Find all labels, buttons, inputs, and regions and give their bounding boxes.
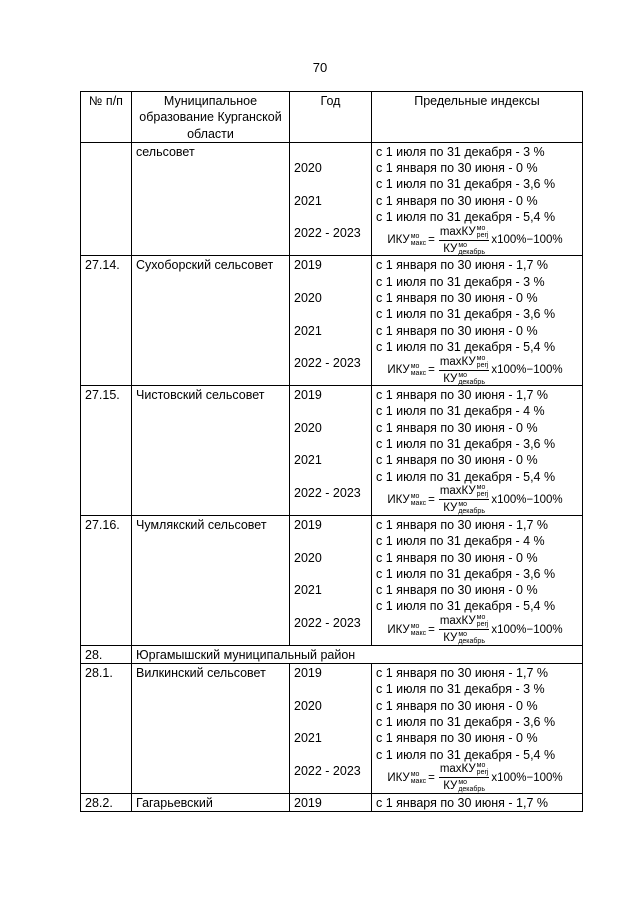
formula-lhs-sup: мо: [410, 233, 420, 241]
formula-num-sup: мо: [476, 762, 486, 770]
formula: [376, 225, 578, 255]
formula-lhs: ИКУ: [387, 771, 410, 784]
formula-numerator: [439, 614, 490, 630]
index-line: с 1 июля по 31 декабря - 5,4 %: [376, 210, 556, 225]
row-num: 27.14.: [81, 256, 132, 386]
formula-num-sup: мо: [476, 354, 486, 362]
year-label: 2020: [294, 698, 322, 713]
formula-numerator: [439, 355, 490, 371]
year-label: 2022 - 2023: [294, 356, 361, 371]
formula-den-sub: декабрь: [458, 508, 485, 516]
index-line: с 1 июля по 31 декабря - 5,4 %: [376, 339, 556, 354]
formula-den-text: КУ: [443, 242, 458, 255]
row-years: [290, 256, 372, 386]
formula-lhs-scripts: [411, 493, 426, 507]
formula-lhs-scripts: [411, 363, 426, 377]
row-years: [290, 664, 372, 794]
section-row: [81, 645, 583, 663]
formula-lhs-scripts: [411, 771, 426, 785]
formula-num-text: maxКУ: [439, 485, 476, 498]
table-row: [81, 515, 583, 645]
formula-den-sub: декабрь: [458, 786, 485, 794]
year-label: 2019: [294, 258, 322, 273]
formula-expression: [387, 614, 562, 645]
formula-denominator: [443, 778, 485, 793]
formula-lhs-scripts: [411, 233, 426, 247]
formula-den-scripts: [458, 631, 485, 645]
row-num: 27.16.: [81, 515, 132, 645]
index-line: с 1 января по 30 июня - 0 %: [376, 453, 538, 468]
formula-denominator: [443, 500, 485, 515]
formula-expression: [387, 355, 562, 386]
row-indices: [372, 515, 583, 645]
formula-lhs-sub: макс: [410, 777, 427, 785]
formula: [376, 763, 578, 793]
table-row: [81, 386, 583, 516]
formula: [376, 355, 578, 385]
formula-eq: =: [428, 234, 435, 247]
formula-eq: =: [428, 493, 435, 506]
table-row: [81, 793, 583, 811]
formula-num-text: maxКУ: [439, 225, 476, 238]
formula-denominator: [443, 630, 485, 645]
year-label: 2021: [294, 453, 322, 468]
row-name: сельсовет: [132, 142, 290, 255]
formula-lhs-sub: макс: [410, 240, 427, 248]
index-line: с 1 января по 30 июня - 0 %: [376, 290, 538, 305]
year-label: 2020: [294, 550, 322, 565]
row-name: Гагарьевский: [132, 793, 290, 811]
formula-fraction: [439, 355, 490, 386]
formula-lhs: ИКУ: [387, 623, 410, 636]
index-line: с 1 июля по 31 декабря - 3 %: [376, 682, 545, 697]
year-label: 2022 - 2023: [294, 763, 361, 778]
formula: [376, 485, 578, 515]
formula-tail: x100%−100%: [491, 493, 563, 506]
formula-num-scripts: [477, 484, 489, 498]
formula-num-scripts: [477, 355, 489, 369]
formula-num-text: maxКУ: [439, 763, 476, 776]
formula-num-scripts: [477, 225, 489, 239]
formula-expression: [387, 484, 562, 515]
index-line: с 1 января по 30 июня - 1,7 %: [376, 517, 548, 532]
formula-den-sup: мо: [458, 241, 468, 249]
index-line: с 1 июля по 31 декабря - 4 %: [376, 404, 545, 419]
year-label: 2020: [294, 420, 322, 435]
index-line: с 1 января по 30 июня - 0 %: [376, 550, 538, 565]
formula-tail: x100%−100%: [491, 771, 563, 784]
header-num: № п/п: [81, 92, 132, 143]
formula-lhs: ИКУ: [387, 493, 410, 506]
formula-fraction: [439, 225, 490, 256]
index-line: с 1 июля по 31 декабря - 3,6 %: [376, 437, 556, 452]
formula-num-sub: perj: [476, 231, 489, 239]
row-num: 28.1.: [81, 664, 132, 794]
index-line: с 1 июля по 31 декабря - 3,6 %: [376, 566, 556, 581]
formula-lhs-sup: мо: [410, 363, 420, 371]
page-number: 70: [312, 60, 328, 75]
formula-den-sup: мо: [458, 501, 468, 509]
index-line: с 1 января по 30 июня - 0 %: [376, 161, 538, 176]
formula: [376, 615, 578, 645]
index-line: с 1 января по 30 июня - 1,7 %: [376, 258, 548, 273]
row-num: 28.2.: [81, 793, 132, 811]
year-label: 2019: [290, 793, 372, 811]
row-name: Сухоборский сельсовет: [132, 256, 290, 386]
formula-tail: x100%−100%: [491, 623, 563, 636]
formula-den-scripts: [458, 372, 485, 386]
formula-tail: x100%−100%: [491, 364, 563, 376]
year-label: 2021: [294, 731, 322, 746]
index-line: с 1 января по 30 июня - 0 %: [376, 731, 538, 746]
index-line: с 1 января по 30 июня - 0 %: [376, 323, 538, 338]
table-row: [81, 142, 583, 255]
formula-den-text: КУ: [443, 632, 458, 645]
index-line: с 1 июля по 31 декабря - 4 %: [376, 534, 545, 549]
formula-den-text: КУ: [443, 780, 458, 793]
index-line: с 1 июля по 31 декабря - 3,6 %: [376, 714, 556, 729]
formula-num-sup: мо: [476, 484, 486, 492]
formula-denominator: [443, 371, 485, 386]
formula-eq: =: [428, 364, 435, 376]
table-row: [81, 664, 583, 794]
index-line: с 1 января по 30 июня - 1,7 %: [376, 666, 548, 681]
formula-den-sup: мо: [458, 371, 468, 379]
index-line: с 1 июля по 31 декабря - 3 %: [376, 274, 545, 289]
formula-den-sup: мо: [458, 779, 468, 787]
formula-lhs-sup: мо: [410, 770, 420, 778]
formula-fraction: [439, 484, 490, 515]
formula-tail: x100%−100%: [491, 234, 563, 247]
year-label: 2022 - 2023: [294, 615, 361, 630]
year-label: 2020: [294, 161, 322, 176]
index-line: с 1 июля по 31 декабря - 3,6 %: [376, 177, 556, 192]
row-num: [81, 142, 132, 255]
formula-numerator: [439, 484, 490, 500]
year-label: 2019: [294, 517, 322, 532]
index-line: с 1 января по 30 июня - 0 %: [376, 193, 538, 208]
year-label: 2021: [294, 583, 322, 598]
formula-fraction: [439, 762, 490, 793]
year-label: 2022 - 2023: [294, 226, 361, 241]
row-indices: [372, 142, 583, 255]
year-label: 2021: [294, 323, 322, 338]
indices-table: [80, 91, 583, 812]
index-line: с 1 января по 30 июня - 0 %: [376, 698, 538, 713]
row-name: Чумлякский сельсовет: [132, 515, 290, 645]
row-num: 27.15.: [81, 386, 132, 516]
formula-num-scripts: [477, 614, 489, 628]
formula-den-sub: декабрь: [458, 638, 485, 646]
formula-lhs-sup: мо: [410, 492, 420, 500]
row-years: [290, 386, 372, 516]
formula-den-sub: декабрь: [458, 248, 485, 256]
formula-num-sup: мо: [476, 224, 486, 232]
row-years: [290, 142, 372, 255]
formula-den-text: КУ: [443, 372, 458, 385]
row-indices: [372, 664, 583, 794]
header-year: Год: [290, 92, 372, 143]
formula-fraction: [439, 614, 490, 645]
formula-num-scripts: [477, 762, 489, 776]
formula-num-text: maxКУ: [439, 355, 476, 368]
index-line: с 1 июля по 31 декабря - 3,6 %: [376, 307, 556, 322]
row-indices: [372, 256, 583, 386]
row-years: [290, 515, 372, 645]
formula-numerator: [439, 225, 490, 241]
formula-den-scripts: [458, 779, 485, 793]
formula-num-sub: perj: [476, 769, 489, 777]
row-name: Чистовский сельсовет: [132, 386, 290, 516]
index-line: с 1 июля по 31 декабря - 5,4 %: [376, 469, 556, 484]
formula-lhs-sub: макс: [410, 629, 427, 637]
table-row: [81, 256, 583, 386]
year-label: 2019: [294, 666, 322, 681]
row-indices: [372, 386, 583, 516]
formula-lhs: ИКУ: [387, 234, 410, 247]
year-label: 2022 - 2023: [294, 485, 361, 500]
formula-lhs: ИКУ: [387, 364, 410, 376]
index-line: с 1 июля по 31 декабря - 5,4 %: [376, 599, 556, 614]
formula-num-sub: perj: [476, 491, 489, 499]
formula-lhs-scripts: [411, 623, 426, 637]
formula-lhs-sub: макс: [410, 499, 427, 507]
formula-expression: [387, 225, 562, 256]
formula-den-text: КУ: [443, 502, 458, 515]
formula-num-sup: мо: [476, 614, 486, 622]
formula-num-sub: perj: [476, 361, 489, 369]
section-num: 28.: [81, 645, 132, 663]
index-line: с 1 июля по 31 декабря - 3 %: [376, 144, 545, 159]
table-header-row: [81, 92, 583, 143]
formula-den-scripts: [458, 501, 485, 515]
formula-denominator: [443, 241, 485, 256]
index-line: с 1 января по 30 июня - 1,7 %: [376, 388, 548, 403]
formula-num-text: maxКУ: [439, 615, 476, 628]
formula-den-sub: декабрь: [458, 378, 485, 386]
index-line: с 1 января по 30 июня - 0 %: [376, 583, 538, 598]
formula-eq: =: [428, 623, 435, 636]
header-municipality: Муниципальное образование Курганской области: [132, 92, 290, 143]
formula-den-scripts: [458, 242, 485, 256]
row-name: Вилкинский сельсовет: [132, 664, 290, 794]
section-title: Юргамышский муниципальный район: [132, 645, 583, 663]
year-label: 2021: [294, 193, 322, 208]
year-label: 2019: [294, 388, 322, 403]
year-label: 2020: [294, 290, 322, 305]
index-line: с 1 июля по 31 декабря - 5,4 %: [376, 747, 556, 762]
formula-num-sub: perj: [476, 621, 489, 629]
index-line: с 1 января по 30 июня - 1,7 %: [372, 793, 583, 811]
index-line: с 1 января по 30 июня - 0 %: [376, 420, 538, 435]
formula-den-sup: мо: [458, 631, 468, 639]
formula-eq: =: [428, 771, 435, 784]
header-indices: Предельные индексы: [372, 92, 583, 143]
formula-lhs-sup: мо: [410, 622, 420, 630]
formula-numerator: [439, 762, 490, 778]
formula-lhs-sub: макс: [410, 370, 427, 378]
formula-expression: [387, 762, 562, 793]
